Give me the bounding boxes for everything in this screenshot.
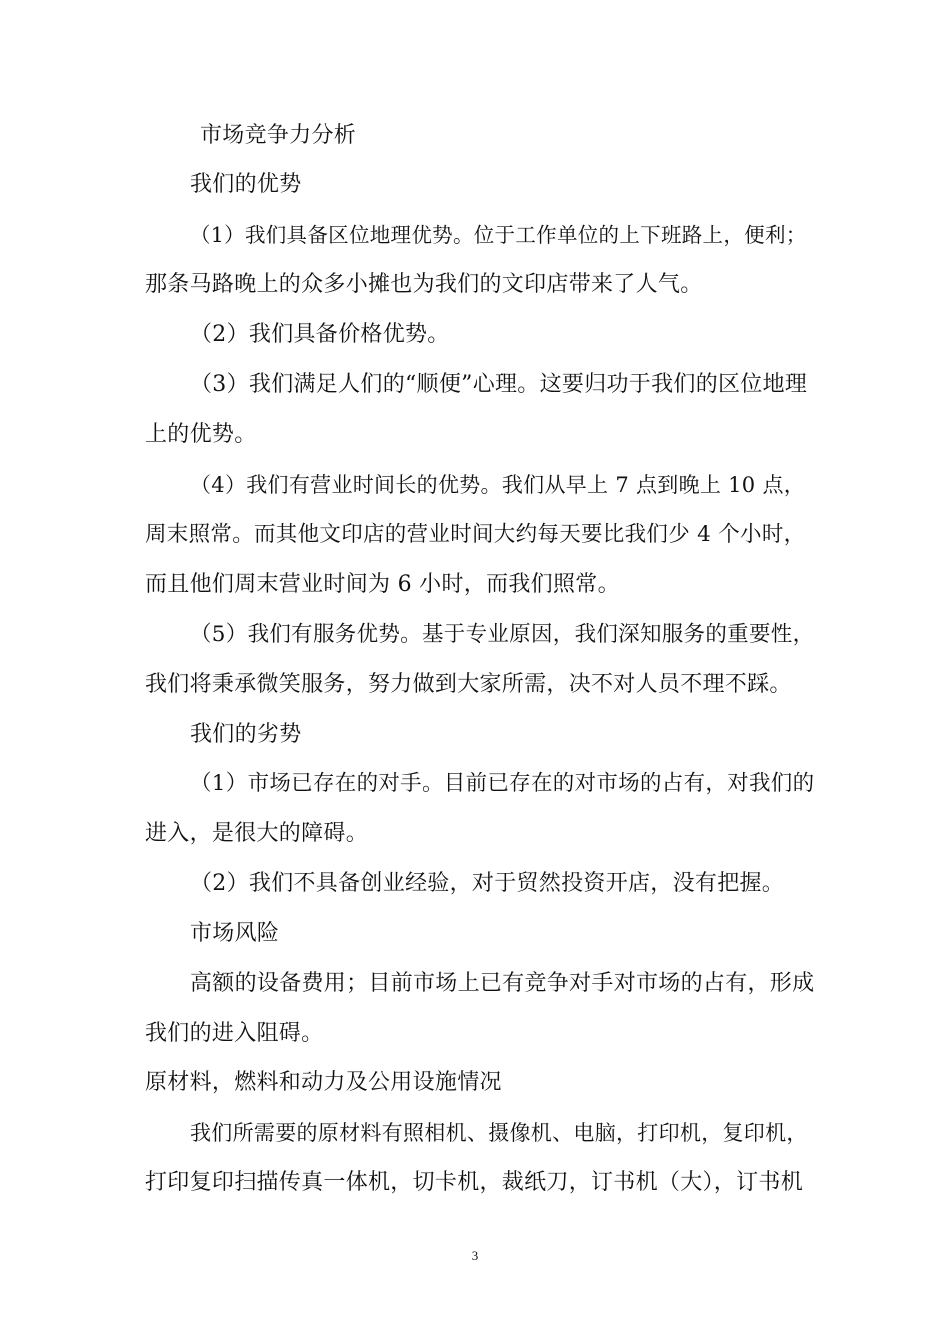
text-line: （3）我们满足人们的“顺便”心理。这要归功于我们的区位地理 [190,372,808,397]
section-heading-competitiveness: 市场竞争力分析 [200,123,357,148]
text-line: （2）我们不具备创业经验，对于贸然投资开店，没有把握。 [190,871,785,896]
text-line: （4）我们有营业时间长的优势。我们从早上 7 点到晚上 10 点， [190,473,806,497]
text-line: 打印复印扫描传真一体机，切卡机，裁纸刀，订书机（大），订书机 [145,1170,804,1195]
text-line: 那条马路晚上的众多小摊也为我们的文印店带来了人气。 [145,272,703,297]
text-line: （2）我们具备价格优势。 [190,322,450,347]
subheading-disadvantages: 我们的劣势 [190,722,302,747]
text-line: 上的优势。 [145,422,257,447]
subheading-market-risk: 市场风险 [190,921,280,946]
text-line: （1）我们具备区位地理优势。位于工作单位的上下班路上，便利； [190,223,807,247]
text-line: 我们所需要的原材料有照相机、摄像机、电脑，打印机，复印机， [190,1121,808,1145]
text-line: （5）我们有服务优势。基于专业原因，我们深知服务的重要性， [190,622,815,647]
text-line: 周末照常。而其他文印店的营业时间大约每天要比我们少 4 个小时， [145,522,806,547]
text-line: 而且他们周末营业时间为 6 小时，而我们照常。 [145,572,620,597]
text-line: 我们的进入阻碍。 [145,1021,324,1046]
text-line: 进入，是很大的障碍。 [145,821,369,846]
subheading-advantages: 我们的优势 [190,172,302,197]
text-line: 我们将秉承微笑服务，努力做到大家所需，决不对人员不理不踩。 [145,672,792,697]
page-number: 3 [471,1248,479,1263]
text-line: 高额的设备费用；目前市场上已有竞争对手对市场的占有，形成 [190,971,815,996]
text-line: （1）市场已存在的对手。目前已存在的对市场的占有，对我们的 [190,771,815,796]
section-heading-materials: 原材料，燃料和动力及公用设施情况 [145,1070,502,1095]
